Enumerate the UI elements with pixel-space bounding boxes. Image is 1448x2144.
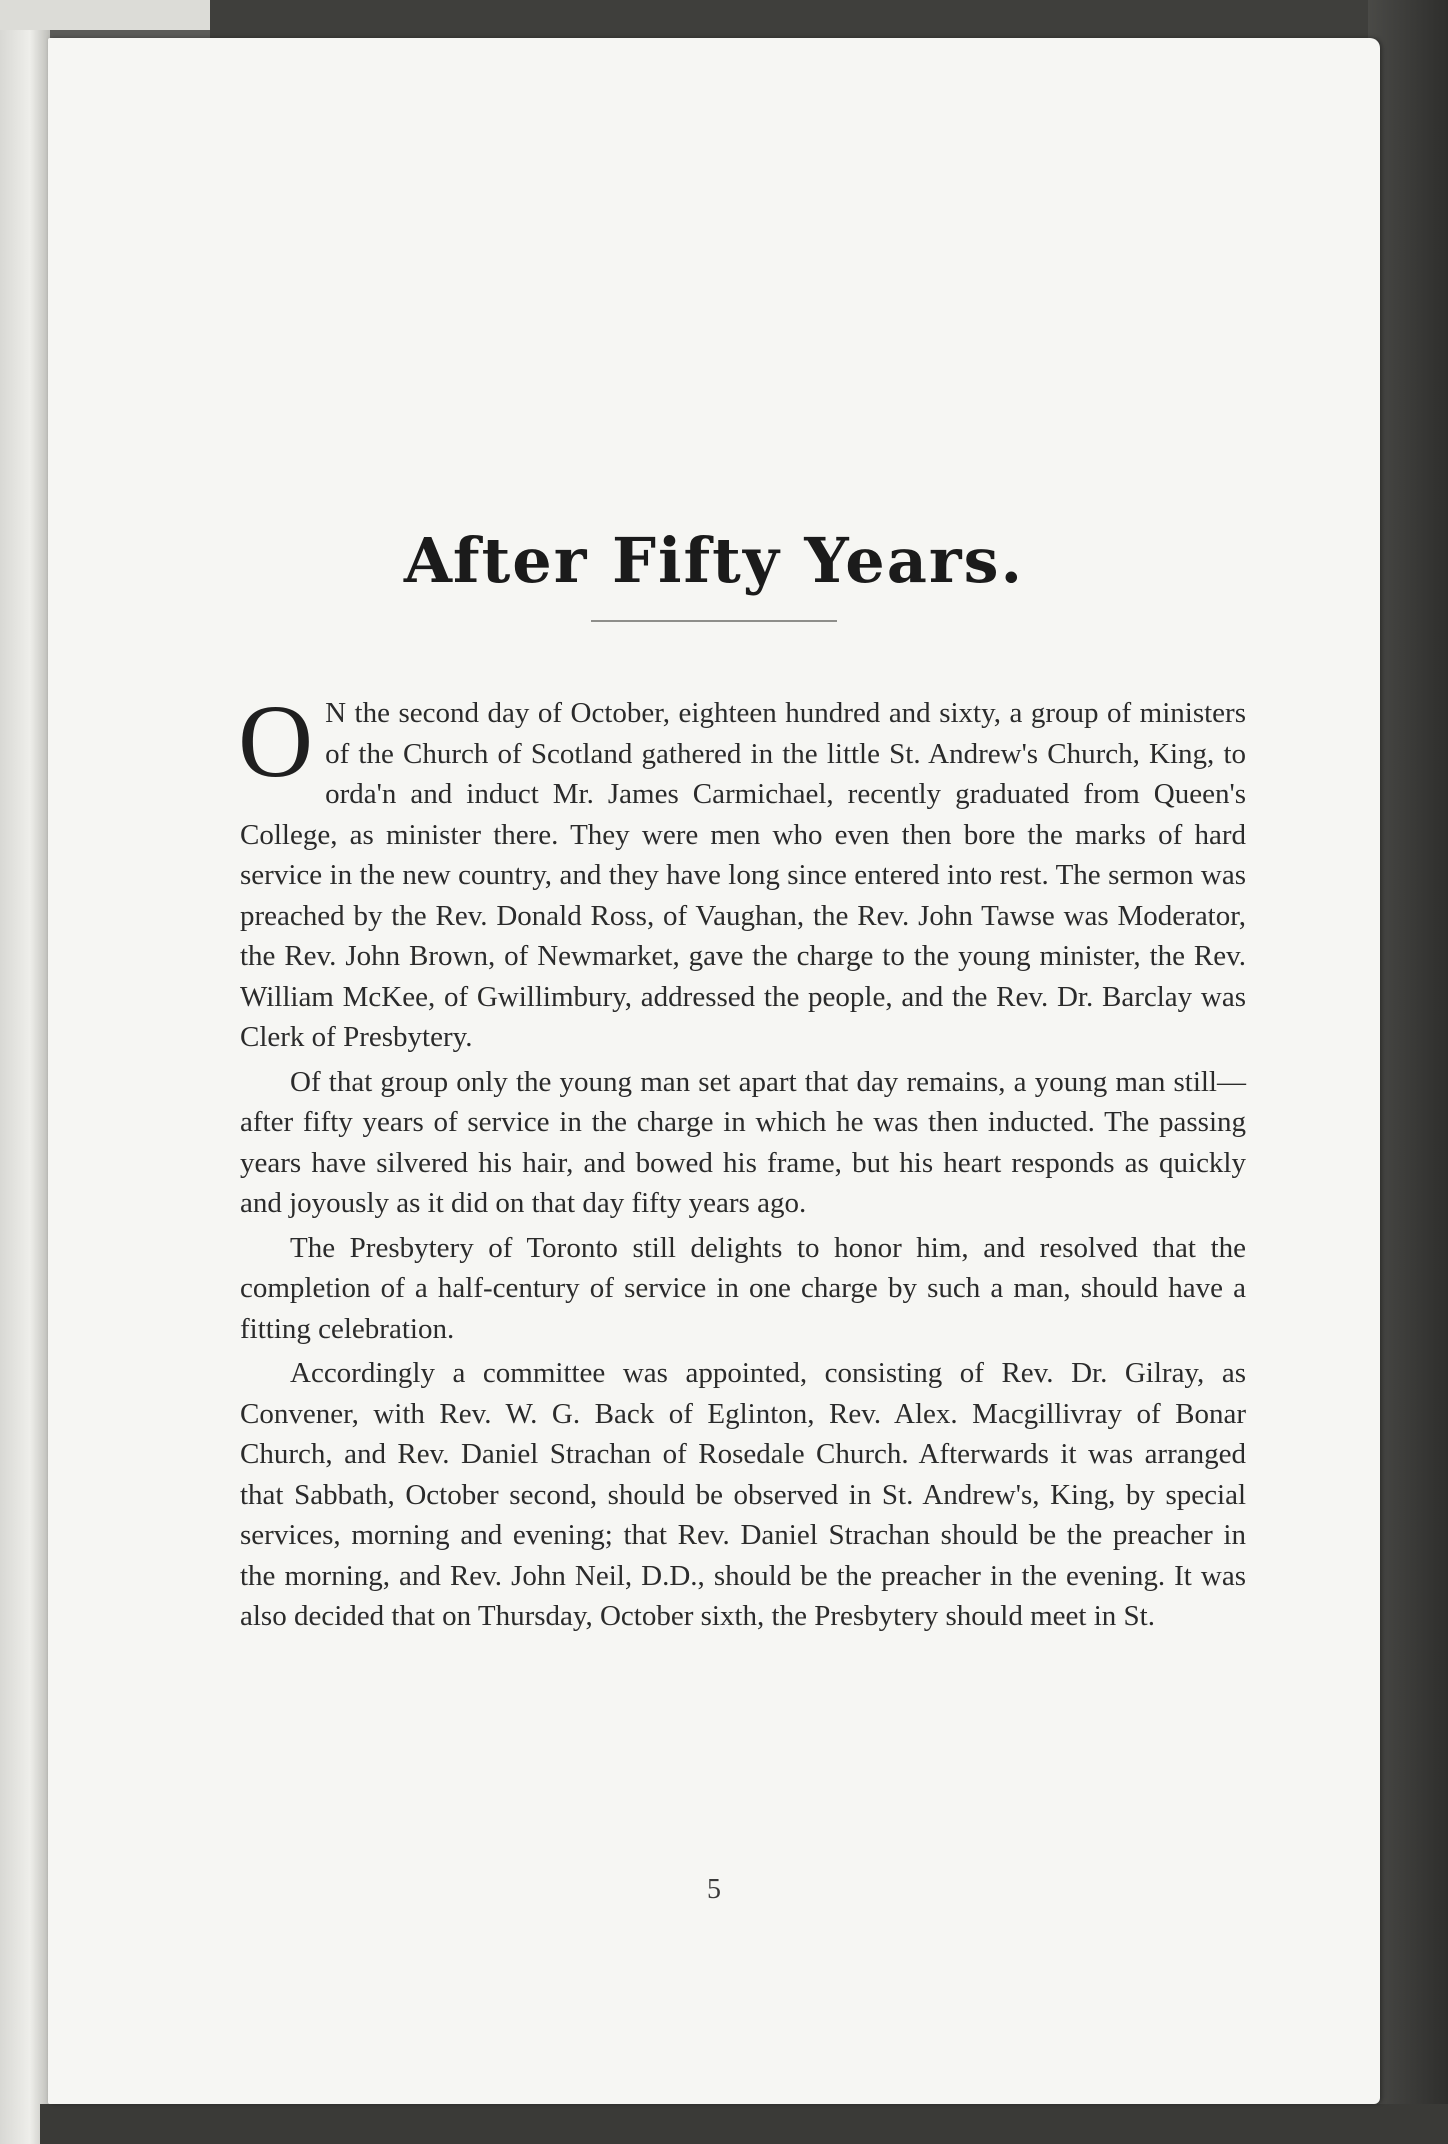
paragraph-1 [238,684,1246,1058]
book-left-edge [0,0,50,2144]
cover-bottom [40,2104,1448,2144]
page-number: 5 [707,1874,721,1905]
paragraph-1-text: N the second day of October, eighteen hundred and sixty, a group of ministers of the Church of Scotland gathered in the little St. Andrew's Church, King, to orda'n and induct Mr. James Carmichael, recently graduated from Queen's College, as minister there. They were men who even then bore the marks of hard service in the new country, and they have long since entered into rest. The sermon was preached by the Rev. Donald Ross, of Vaughan, the Rev. John Tawse was Moderator, the Rev. John Brown, of Newmarket, gave the charge to the young minister, the Rev. William McKee, of Gwillimbury, addressed the people, and the Rev. Dr. Barclay was Clerk of Presbytery. [240,697,1246,1053]
cover-right [1368,0,1448,2144]
drop-cap: O [238,684,314,799]
book-page [48,38,1380,2104]
title-rule [591,620,837,622]
paragraph-3: The Presbytery of Toronto still delights to honor him, and resolved that the completion of a half-century of service in one charge by such a man, should have a fitting celebration. [240,1231,1246,1345]
chapter-title: After Fifty Years. [403,524,1025,597]
book-top-edge [0,0,220,30]
body-text [238,684,1246,1641]
paragraph-2: Of that group only the young man set apart that day remains, a young man still—after fifty years of service in the charge in which he was then inducted. The passing years have silvered his hair, and bowed his frame, but his heart responds as quickly and joyously as it did on that day fifty years ago. [240,1065,1246,1219]
cover-top [210,0,1448,40]
paragraph-4: Accordingly a committee was appointed, consisting of Rev. Dr. Gilray, as Convener, with Rev. W. G. Back of Eglinton, Rev. Alex. Macgillivray of Bonar Church, and Rev. Daniel Strachan of Rosedale Church. Afterwards it was arranged that Sabbath, October second, should be observed in St. Andrew's, King, by special services, morning and evening; that Rev. Daniel Strachan should be the preacher in the morning, and Rev. John Neil, D.D., should be the preacher in the evening. It was also decided that on Thursday, October sixth, the Presbytery should meet in St. [240,1357,1246,1632]
